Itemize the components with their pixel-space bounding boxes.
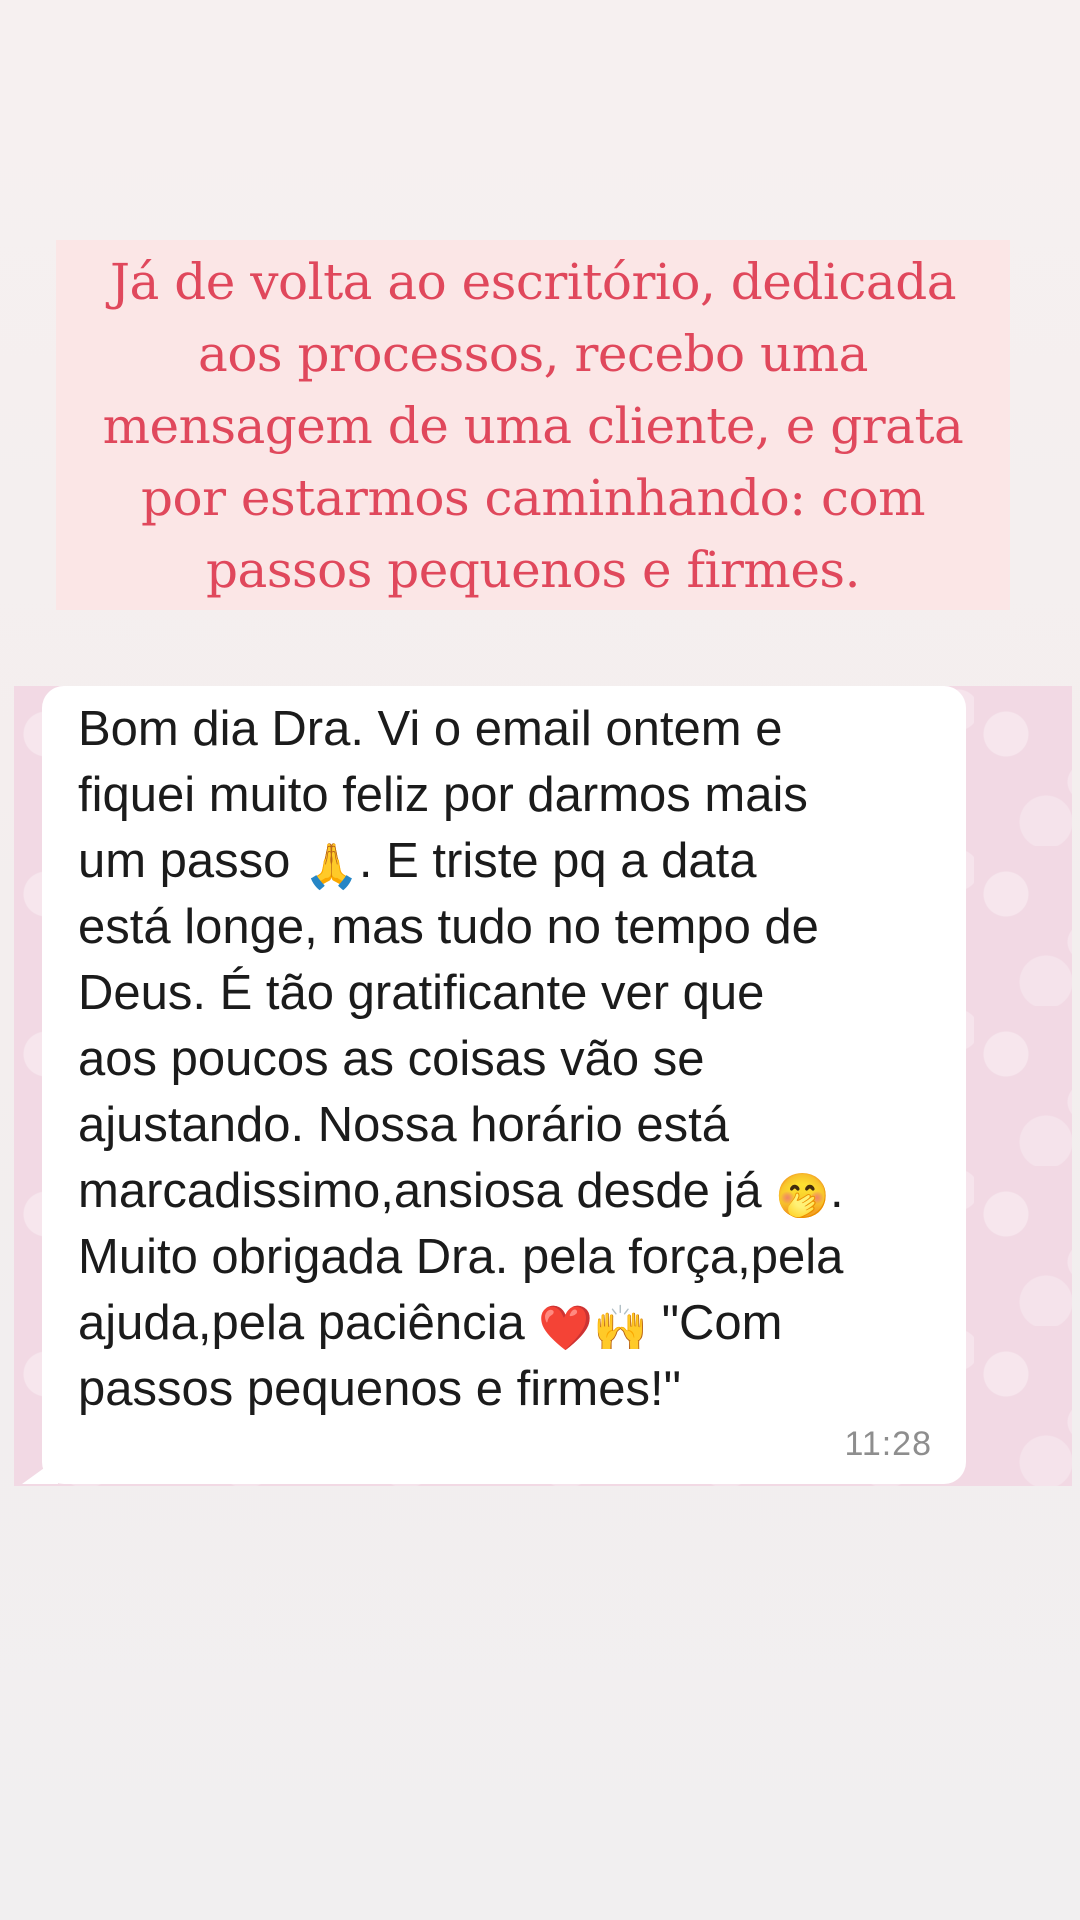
caption-line: passos pequenos e firmes. (206, 541, 860, 599)
chat-screenshot (14, 686, 1072, 1486)
message-text: . E triste pq a data (358, 834, 757, 888)
raising-hands-emoji-icon: 🙌 (593, 1304, 648, 1353)
message-line: ajustando. Nossa horário está (78, 1098, 729, 1152)
message-text: marcadissimo,ansiosa desde já (78, 1164, 776, 1218)
message-bubble (42, 686, 966, 1484)
message-text: "Com (648, 1296, 783, 1350)
message-line: Bom dia Dra. Vi o email ontem e (78, 702, 783, 756)
message-timestamp: 11:28 (844, 1425, 932, 1463)
caption-line: aos processos, recebo uma (198, 325, 868, 383)
red-heart-emoji-icon: ❤️ (538, 1304, 594, 1353)
message-line: Deus. É tão gratificante ver que (78, 966, 765, 1020)
message-line: Muito obrigada Dra. pela força,pela (78, 1230, 844, 1284)
message-line: fiquei muito feliz por darmos mais (78, 768, 808, 822)
message-line: está longe, mas tudo no tempo de (78, 900, 819, 954)
pray-emoji-icon: 🙏 (304, 842, 359, 891)
caption-line: Já de volta ao escritório, dedicada (109, 253, 957, 311)
caption-line: por estarmos caminhando: com (140, 469, 926, 527)
message-line: aos poucos as coisas vão se (78, 1032, 705, 1086)
bubble-tail (22, 1458, 58, 1484)
message-text: um passo (78, 834, 305, 888)
message-text: ajuda,pela paciência (78, 1296, 539, 1350)
message-line (78, 1158, 942, 1224)
message-line (78, 1290, 942, 1356)
caption-line: mensagem de uma cliente, e grata (102, 397, 964, 455)
message-text: . (830, 1164, 844, 1218)
hand-over-mouth-emoji-icon: 🤭 (775, 1172, 831, 1221)
message-line (78, 828, 942, 894)
story-caption (56, 240, 1010, 610)
message-line: passos pequenos e firmes!" (78, 1362, 682, 1416)
